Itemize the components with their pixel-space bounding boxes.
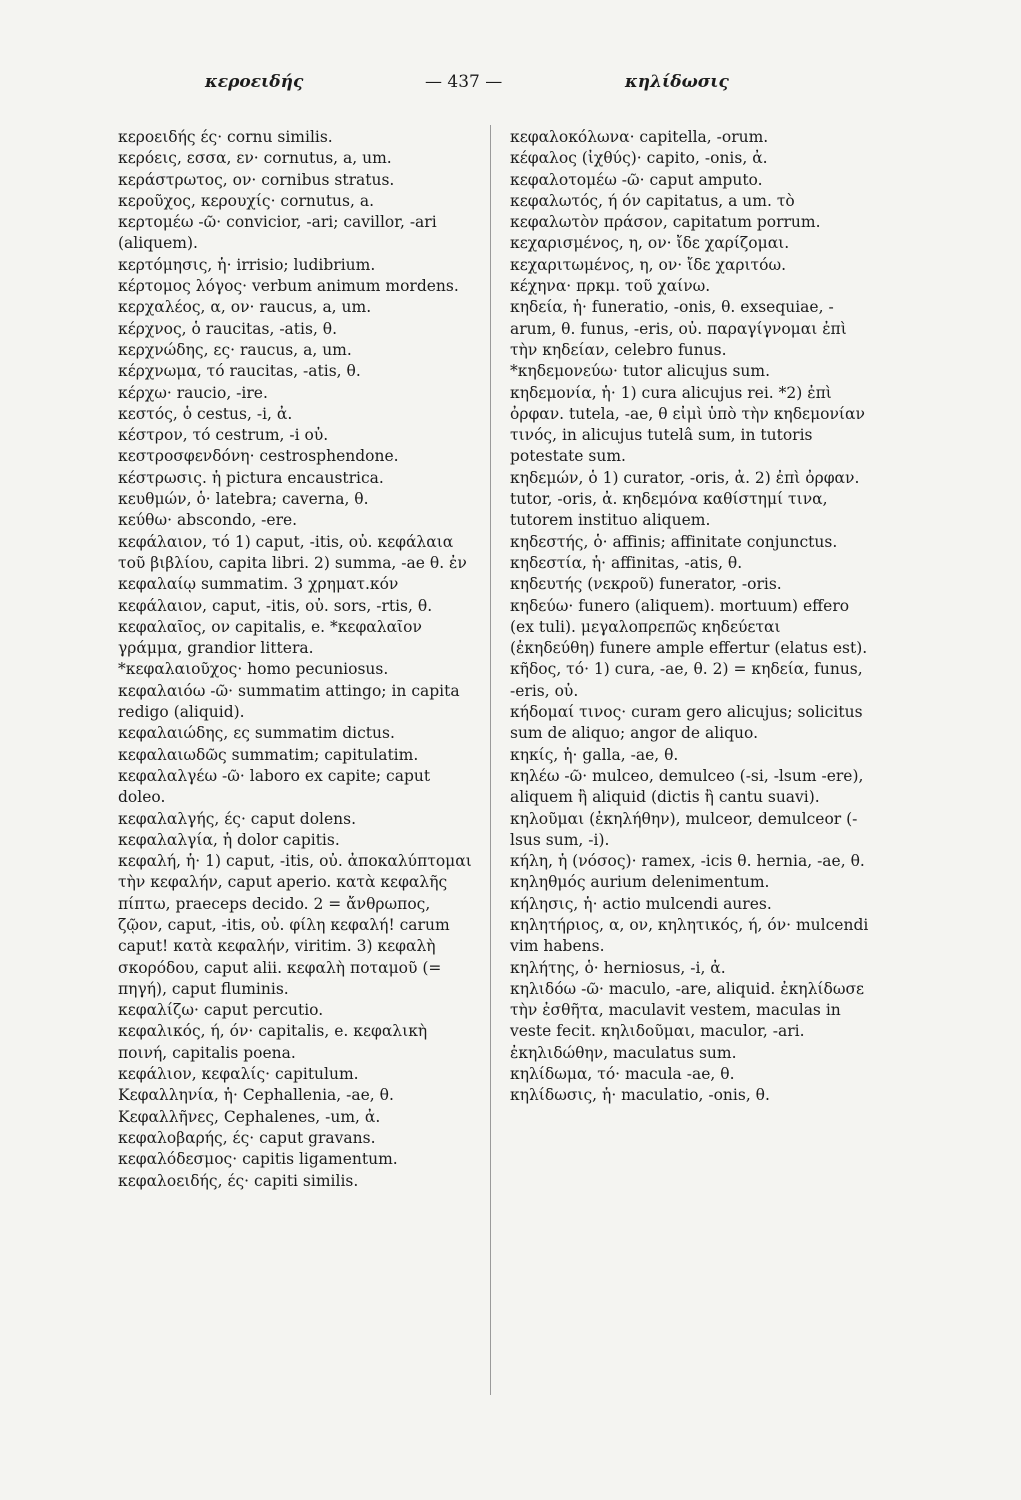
dictionary-entry: κηδεμονία, ἡ· 1) cura alicujus rei. *2) ἐπὶ ὀρφαν. tutela, -ae, θ εἰμὶ ὑπὸ τὴν κηδεμονίαν τινός, in alicujus tutelâ sum, in tutoris potestate sum.: [510, 383, 865, 466]
dictionary-entry: κέρχνος, ὁ raucitas, -atis, θ.: [118, 319, 338, 338]
dictionary-entry: κερχαλέος, α, ον· raucus, a, um.: [118, 298, 372, 317]
dictionary-entry: κεχαρισμένος, η, ον· ἴδε χαρίζομαι.: [510, 234, 790, 253]
dictionary-entry: κεροειδής ές· cornu similis.: [118, 128, 333, 146]
running-head-left: κεροειδής: [205, 72, 304, 92]
dictionary-entry: κεφαλαιωδῶς summatim; capitulatim.: [118, 745, 419, 764]
dictionary-entry: κήλησις, ἡ· actio mulcendi aures.: [510, 894, 772, 913]
dictionary-entry: κηλητήριος, α, ον, κηλητικός, ή, όν· mulcendi vim habens.: [510, 915, 869, 956]
dictionary-entry: κερχνώδης, ες· raucus, a, um.: [118, 340, 352, 359]
running-head-right: κηλίδωσις: [625, 72, 729, 92]
dictionary-entry: κηλέω -ῶ· mulceo, demulceo (-si, -lsum -ere), aliquem ἢ aliquid (dictis ἢ cantu suavi). κηλοῦμαι (ἐκηλήθην), mulceor, demulceor (-lsus sum, -i).: [510, 766, 864, 849]
left-column: [118, 127, 478, 1192]
dictionary-entry: κεχαριτωμένος, η, ον· ἴδε χαριτόω.: [510, 255, 787, 274]
dictionary-entry: κέφαλος (ἰχθύς)· capito, -onis, ἀ.: [510, 149, 768, 168]
dictionary-entry: κεφαλαλγία, ἡ dolor capitis.: [118, 830, 340, 849]
dictionary-entry: κεφαλαλγής, ές· caput dolens.: [118, 809, 357, 828]
dictionary-entry: κεφάλαιον, τό 1) caput, -itis, οὐ. κεφάλαια τοῦ βιβλίου, capita libri. 2) summa, -ae θ. ἐν κεφαλαίῳ summatim. 3 χρηματ.κόν κεφάλαιον, caput, -itis, οὐ. sors, -rtis, θ.: [118, 532, 467, 615]
dictionary-entry: κηληθμός aurium delenimentum.: [510, 873, 770, 892]
dictionary-entry: κέρτομος λόγος· verbum animum mordens.: [118, 277, 459, 296]
dictionary-entry: κεφαλή, ἡ· 1) caput, -itis, οὐ. ἀποκαλύπτομαι τὴν κεφαλήν, caput aperio. κατὰ κεφαλῆς πίπτω, praeceps decido. 2 = ἄνθρωπος, ζῷον, caput, -itis, οὐ. φίλη κεφαλή! carum caput! κατὰ κεφαλήν, viritim. 3) κεφαλὴ σκορόδου, caput alii. κεφαλὴ ποταμοῦ (= πηγή), caput fluminis.: [118, 852, 472, 998]
dictionary-entry: κηδεμών, ὁ 1) curator, -oris, ἀ. 2) ἐπὶ ὀρφαν. tutor, -oris, ἀ. κηδεμόνα καθίστημί τινα, tutorem instituo aliquem.: [510, 468, 860, 530]
dictionary-entry: κερόεις, εσσα, εν· cornutus, a, um.: [118, 149, 392, 168]
dictionary-entry: κεφαλίζω· caput percutio.: [118, 1001, 324, 1020]
dictionary-entry: κηδεστής, ὁ· affinis; affinitate conjunctus.: [510, 532, 838, 551]
dictionary-entry: κηλιδόω -ῶ· maculo, -are, aliquid. ἐκηλίδωσε τὴν ἐσθῆτα, maculavit vestem, maculas in veste fecit. κηλιδοῦμαι, maculor, -ari. ἐκηλιδώθην, maculatus sum.: [510, 979, 865, 1062]
dictionary-entry: κεφαλαῖος, ον capitalis, e. *κεφαλαῖον γράμμα, grandior littera.: [118, 617, 422, 658]
dictionary-entry: κεφαλικός, ή, όν· capitalis, e. κεφαλικὴ ποινή, capitalis poena.: [118, 1022, 428, 1062]
dictionary-entry: κεφαλωτός, ή όν capitatus, a um. τὸ κεφαλωτὸν πράσον, capitatum porrum.: [510, 191, 821, 232]
dictionary-entry: κήδομαί τινος· curam gero alicujus; solicitus sum de aliquo; angor de aliquo.: [510, 703, 863, 743]
dictionary-entry: κεφαλοτομέω -ῶ· caput amputo.: [510, 170, 763, 189]
dictionary-entry: *κηδεμονεύω· tutor alicujus sum.: [510, 362, 771, 381]
dictionary-entry: κέρχνωμα, τό raucitas, -atis, θ.: [118, 362, 361, 381]
dictionary-entry: κέστρωσις. ἡ pictura encaustrica.: [118, 468, 384, 487]
dictionary-entry: κῆδος, τό· 1) cura, -ae, θ. 2) = κηδεία, funus, -eris, οὐ.: [510, 660, 863, 700]
dictionary-entry: κηδευτής (νεκροῦ) funerator, -oris.: [510, 575, 782, 594]
dictionary-entry: κεφαλοβαρής, ές· caput gravans.: [118, 1128, 376, 1147]
dictionary-entry: κερτομέω -ῶ· convicior, -ari; cavillor, -ari (aliquem).: [118, 213, 437, 253]
dictionary-entry: κεφαλόδεσμος· capitis ligamentum.: [118, 1150, 398, 1169]
dictionary-entry: κέστρον, τό cestrum, -i οὐ.: [118, 426, 329, 445]
dictionary-entry: κηδεστία, ἡ· affinitas, -atis, θ.: [510, 553, 743, 572]
dictionary-entry: κερτόμησις, ἡ· irrisio; ludibrium.: [118, 255, 376, 274]
dictionary-entry: κεροῦχος, κερουχίς· cornutus, a.: [118, 191, 375, 210]
dictionary-entry: κέχηνα· πρκμ. τοῦ χαίνω.: [510, 277, 711, 296]
dictionary-entry: κεράστρωτος, ον· cornibus stratus.: [118, 170, 395, 189]
dictionary-entry: κεφαλοειδής, ές· capiti similis.: [118, 1171, 359, 1190]
dictionary-entry: *κεφαλαιοῦχος· homo pecuniosus.: [118, 660, 389, 679]
dictionary-entry: κεστός, ὁ cestus, -i, ἀ.: [118, 404, 293, 423]
dictionary-entry: κήλη, ἡ (νόσος)· ramex, -icis θ. hernia, -ae, θ.: [510, 852, 865, 871]
dictionary-entry: κηλήτης, ὁ· herniosus, -i, ἀ.: [510, 958, 726, 977]
dictionary-entry: κευθμών, ὁ· latebra; caverna, θ.: [118, 490, 369, 509]
dictionary-entry: κεφαλοκόλωνα· capitella, -orum.: [510, 128, 769, 146]
dictionary-entry: κεφάλιον, κεφαλίς· capitulum.: [118, 1065, 359, 1084]
dictionary-entry: κεύθω· abscondo, -ere.: [118, 511, 298, 530]
dictionary-entry: κεφαλαιώδης, ες summatim dictus.: [118, 724, 395, 743]
dictionary-entry: κέρχω· raucio, -ire.: [118, 383, 268, 402]
dictionary-entry: κηδεύω· funero (aliquem). mortuum) effero (ex tuli). μεγαλοπρεπῶς κηδεύεται (ἐκηδεύθη) funere ample effertur (elatus est).: [510, 596, 868, 658]
dictionary-entry: κεστροσφενδόνη· cestrosphendone.: [118, 447, 399, 466]
dictionary-entry: κηδεία, ἡ· funeratio, -onis, θ. exsequiae, -arum, θ. funus, -eris, οὐ. παραγίγνομαι ἐπὶ τὴν κηδείαν, celebro funus.: [510, 298, 847, 359]
dictionary-entry: κηλίδωμα, τό· macula -ae, θ.: [510, 1065, 735, 1084]
right-column: [510, 127, 870, 1107]
dictionary-entry: Κεφαλληνία, ἡ· Cephallenia, -ae, θ. Κεφαλλῆνες, Cephalenes, -um, ἀ.: [118, 1086, 394, 1126]
dictionary-entry: κηκίς, ἡ· galla, -ae, θ.: [510, 745, 679, 764]
dictionary-entry: κεφαλαλγέω -ῶ· laboro ex capite; caput doleo.: [118, 766, 431, 807]
column-divider: [490, 125, 491, 1395]
dictionary-entry: κεφαλαιόω -ῶ· summatim attingo; in capita redigo (aliquid).: [118, 681, 460, 722]
page-number: — 437 —: [425, 72, 503, 92]
dictionary-entry: κηλίδωσις, ἡ· maculatio, -onis, θ.: [510, 1086, 770, 1105]
